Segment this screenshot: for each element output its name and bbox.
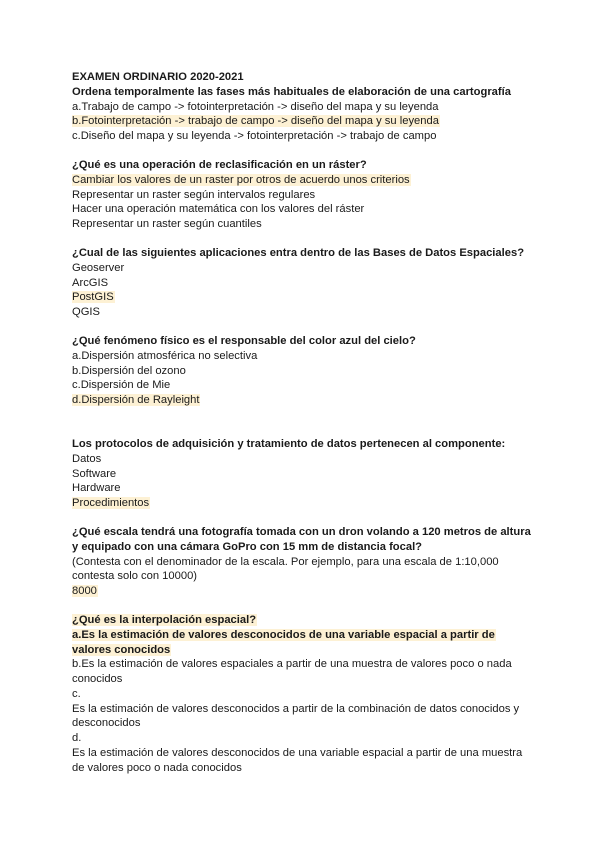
question-2: ¿Qué es una operación de reclasificación en un ráster?: [72, 158, 367, 171]
q5-option-1: Datos: [72, 452, 102, 465]
question-4: ¿Qué fenómeno físico es el responsable del color azul del cielo?: [72, 334, 416, 347]
q4-option-b: b.Dispersión del ozono: [72, 364, 186, 377]
q6-note-line-1: (Contesta con el denominador de la escala. Por ejemplo, para una escala de 1:10,000: [72, 555, 499, 568]
question-6-line-2: y equipado con una cámara GoPro con 15 mm de distancia focal?: [72, 540, 423, 553]
q1-option-a: a.Trabajo de campo -> fotointerpretación -> diseño del mapa y su leyenda: [72, 100, 439, 113]
q7-option-d-label: d.: [72, 732, 82, 745]
q6-answer-highlighted: 8000: [72, 585, 97, 598]
q5-option-3: Hardware: [72, 482, 121, 495]
q5-option-4-highlighted: Procedimientos: [72, 497, 150, 510]
q5-option-2: Software: [72, 467, 117, 480]
q3-option-4: QGIS: [72, 306, 100, 319]
q2-option-2: Representar un raster según intervalos regulares: [72, 188, 316, 201]
q2-option-3: Hacer una operación matemática con los valores del ráster: [72, 203, 365, 216]
q7-option-a-line-1-highlighted: a.Es la estimación de valores desconocidos de una variable espacial a partir de: [72, 628, 495, 641]
question-7-highlighted: ¿Qué es la interpolación espacial?: [72, 613, 257, 626]
exam-title: EXAMEN ORDINARIO 2020-2021: [72, 71, 244, 83]
q7-option-c-line-2: desconocidos: [72, 717, 141, 730]
q6-note-line-2: contesta solo con 10000): [72, 570, 198, 583]
q7-option-d-line-2: de valores poco o nada conocidos: [72, 761, 242, 774]
q7-option-b-line-2: conocidos: [72, 673, 123, 686]
q7-option-c-line-1: Es la estimación de valores desconocidos a partir de la combinación de datos conocidos y: [72, 702, 520, 715]
question-3: ¿Cual de las siguientes aplicaciones entra dentro de las Bases de Datos Espaciales?: [72, 246, 525, 259]
q4-option-a: a.Dispersión atmosférica no selectiva: [72, 349, 258, 362]
q1-option-c: c.Diseño del mapa y su leyenda -> fotointerpretación -> trabajo de campo: [72, 130, 437, 143]
q7-option-a-line-2-highlighted: valores conocidos: [72, 643, 171, 656]
q4-option-c: c.Dispersión de Mie: [72, 379, 171, 392]
q3-option-1: Geoserver: [72, 261, 125, 274]
q7-option-c-label: c.: [72, 687, 81, 700]
q2-option-1-highlighted: Cambiar los valores de un raster por otros de acuerdo unos criterios: [72, 173, 410, 186]
question-6-line-1: ¿Qué escala tendrá una fotografía tomada con un dron volando a 120 metros de altura: [72, 525, 531, 538]
q2-option-4: Representar un raster según cuantiles: [72, 218, 262, 231]
question-5: Los protocolos de adquisición y tratamiento de datos pertenecen al componente:: [72, 437, 506, 450]
q7-option-d-line-1: Es la estimación de valores desconocidos de una variable espacial a partir de una muestra: [72, 747, 523, 760]
question-1: Ordena temporalmente las fases más habituales de elaboración de una cartografía: [72, 85, 511, 98]
q4-option-d-highlighted: d.Dispersión de Rayleight: [72, 394, 200, 407]
q3-option-3-highlighted: PostGIS: [72, 291, 114, 304]
q3-option-2: ArcGIS: [72, 276, 109, 289]
q1-option-b-highlighted: b.Fotointerpretación -> trabajo de campo -> diseño del mapa y su leyenda: [72, 115, 439, 128]
q7-option-b-line-1: b.Es la estimación de valores espaciales a partir de una muestra de valores poco o nada: [72, 658, 512, 671]
